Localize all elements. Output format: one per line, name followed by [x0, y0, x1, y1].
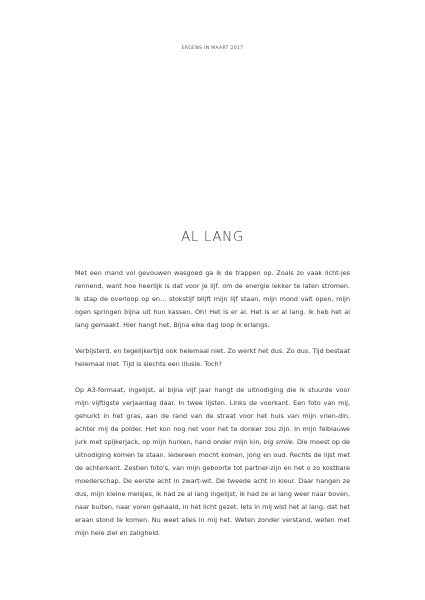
paragraph-3-after: . Die moest op de uitnodiging komen te staan. Iedereen mocht komen, jong en oud. Rechts de lijst met de achterkant. Zestien foto's, van mijn geboorte tot partner-zijn en het o zo kostbare moederschap. De eerste acht in zwart-wit. De tweede acht in kleur. Daar hangen ze dus, mijn kleine meisjes, ik had ze al lang ingelijst, ik had ze al lang weer naar boven, naar buiten, naar voren gehaald, in het licht gezet. Iets in mij wist het al lang, dat het eraan stond te komen. Nu weet alles in mij het. Weten zonder verstand, weten met mijn hele ziel en zaligheid.	[75, 438, 350, 537]
paragraph-3-before: Op A3-formaat, ingelijst, al bijna vijf jaar hangt de uitnodiging die ik stuurde voor mijn vijftigste verjaardag daar. In twee lijsten. Links de voorkant. Een foto van mij, gehurkt in het gras, aan de rand van de straat voor het huis van mijn vrien-din, achter mij de polder. Het kon nog net voor het te donker zou zijn. In mijn felblauwe jurk met spijkerjack, op mijn hurken, hand onder mijn kin,	[75, 386, 350, 446]
paragraph-3-emphasis: big smile	[263, 438, 293, 446]
paragraph-3	[75, 384, 350, 540]
body-text	[75, 267, 350, 540]
chapter-title: AL LANG	[181, 229, 244, 245]
running-head: ERGENS IN MAART 2017	[181, 46, 244, 51]
paragraph-1: Met een mand vol gevouwen wasgoed ga ik de trappen op. Zoals zo vaak licht-jes rennend, want hoe heerlijk is dat voor je lijf, om de energie lekker te laten stromen. Ik stap de overloop op en… stokstijf blijft mijn lijf staan, mijn mond valt open, mijn ogen springen bijna uit hun kassen. Oh! Het is er al. Het is er al lang. Ik heb het al lang gemaakt. Hier hangt het. Bijna elke dag loop ik erlangs.	[75, 269, 350, 329]
paragraph-2: Verbijsterd, en tegelijkertijd ook helemaal niet. Zo werkt het dus. Zo dus. Tijd bestaat helemaal niet. Tijd is slechts een illusie. Toch?	[75, 347, 350, 368]
